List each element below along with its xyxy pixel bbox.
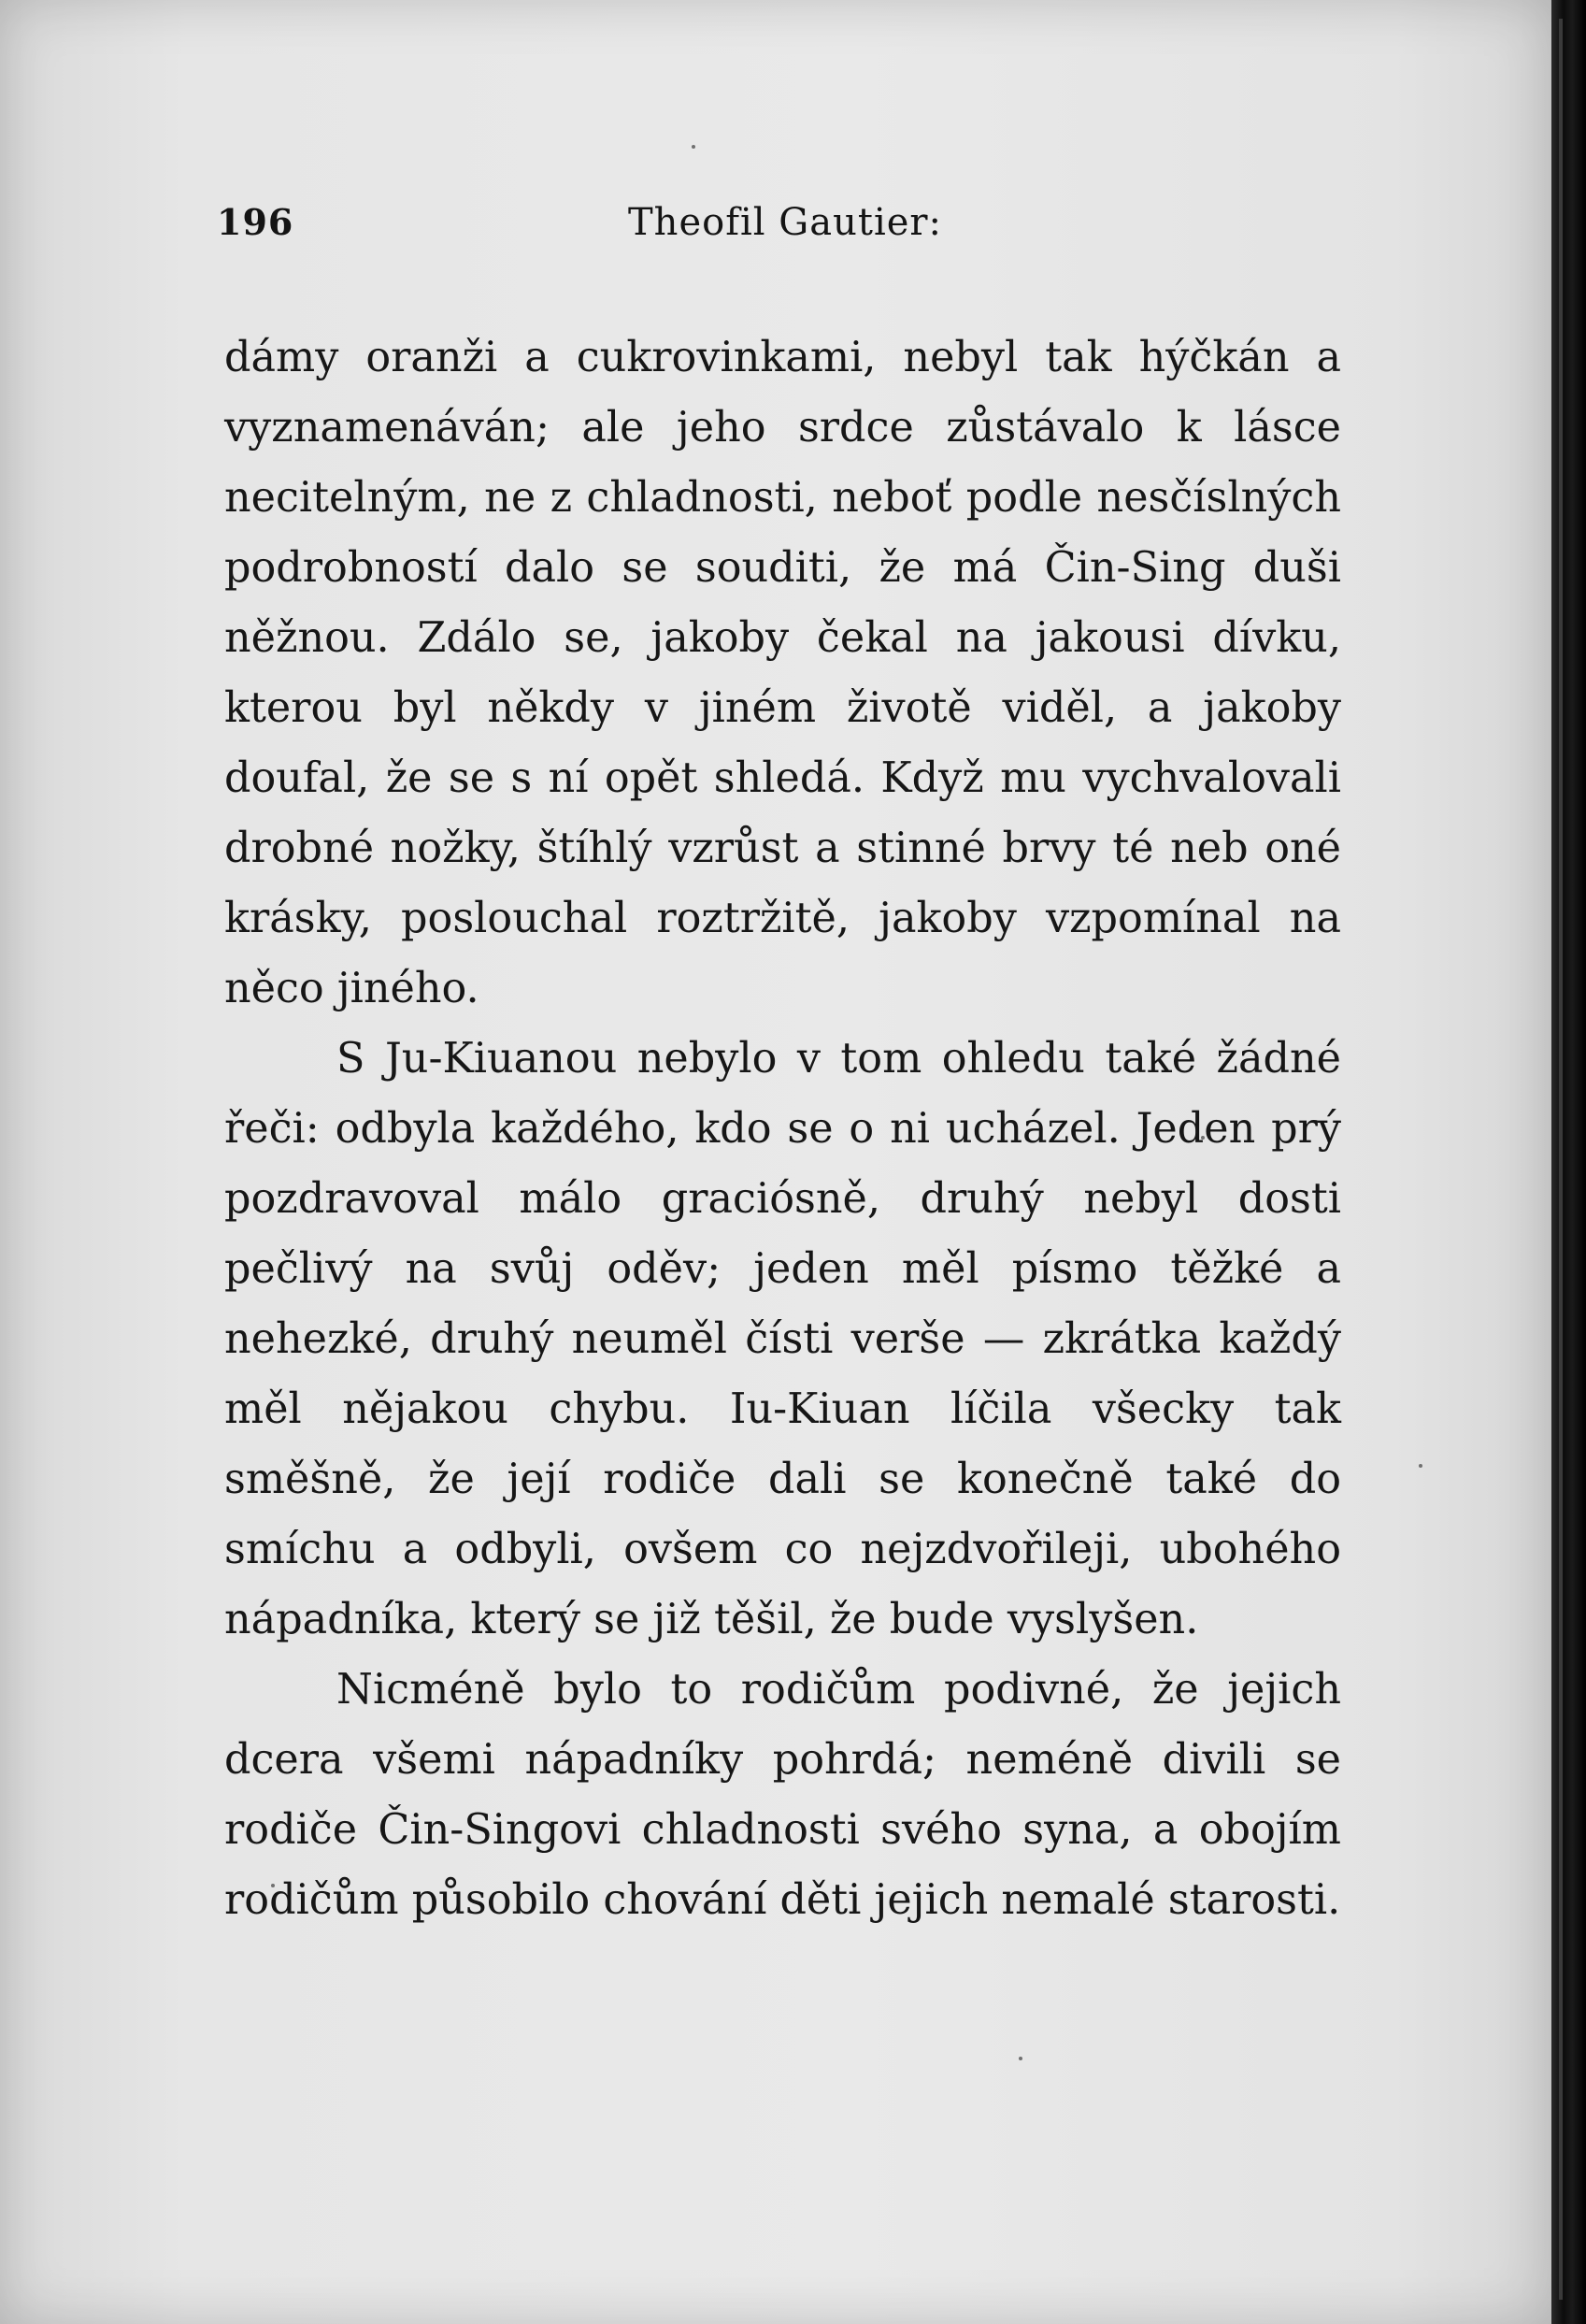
spine-edge-line [1559, 19, 1563, 2300]
page-number: 196 [217, 201, 294, 243]
book-spine [1551, 0, 1586, 2324]
body-text [224, 323, 1341, 1935]
running-title: Theofil Gautier: [628, 201, 942, 244]
paragraph-1: dámy oranži a cukrovinkami, nebyl tak hýčkán a vyznamenáván; ale jeho srdce zůstávalo k lásce necitelným, ne z chladnosti, neboť podle nesčíslných podrobností dalo se souditi, že má Čin-Sing duši něžnou. Zdálo se, jakoby čekal na jakousi dívku, kterou byl někdy v jiném životě viděl, a jakoby doufal, že se s ní opět shledá. Když mu vychvalovali drobné nožky, štíhlý vzrůst a stinné brvy té neb oné krásky, poslouchal roztržitě, jakoby vzpomínal na něco jiného. [224, 334, 1341, 1012]
paper-speck [1019, 2057, 1022, 2060]
paper-speck [1419, 1464, 1422, 1468]
paragraph-2: S Ju-Kiuanou nebylo v tom ohledu také žádné řeči: odbyla každého, kdo se o ni ucházel. Jeden prý pozdravoval málo graciósně, druhý nebyl dosti pečlivý na svůj oděv; jeden měl písmo těžké a nehezké, druhý neuměl čísti verše — zkrátka každý měl nějakou chybu. Iu-Kiuan líčila všecky tak směšně, že její rodiče dali se konečně také do smíchu a odbyli, ovšem co nejzdvořileji, ubohého nápadníka, který se již těšil, že bude vyslyšen. [224, 1035, 1341, 1643]
page-header [217, 201, 1338, 257]
paper-speck [692, 145, 695, 149]
paragraph-3: Nicméně bylo to rodičům podivné, že jejich dcera všemi nápadníky pohrdá; neméně divili se rodiče Čin-Singovi chladnosti svého syna, a obojím rodičům působilo chování děti jejich nemalé starosti. [224, 1666, 1341, 1924]
